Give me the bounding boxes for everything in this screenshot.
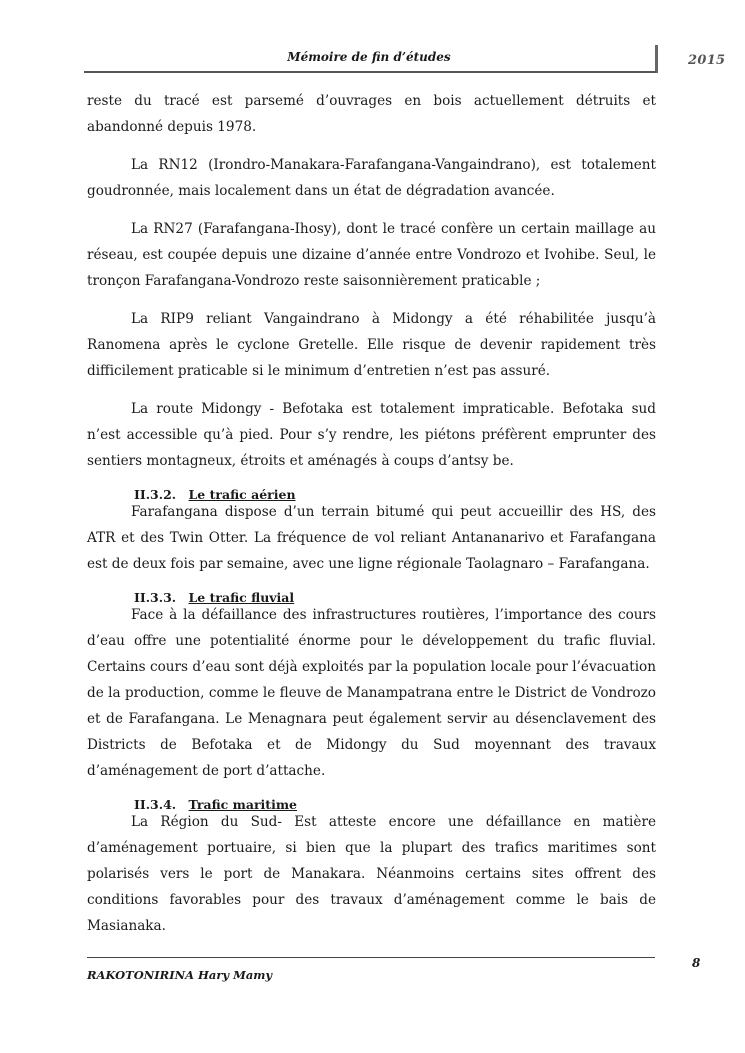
paragraph-3: La RN27 (Farafangana-Ihosy), dont le tracé confère un certain maillage au réseau, est coupée depuis une dizaine d’année entre Vondrozo et Ivohibe. Seul, le tronçon Farafangana-Vondrozo reste saisonnièrement praticable ; [87,221,656,289]
header-title: Mémoire de fin d’études [287,50,451,64]
paragraph-1: reste du tracé est parsemé d’ouvrages en bois actuellement détruits et abandonné depuis 1978. [87,93,656,135]
document-body [87,88,656,951]
header-year: 2015 [688,53,726,68]
section-title: Le trafic aérien [188,487,296,502]
section-text-river: Face à la défaillance des infrastructures routières, l’importance des cours d’eau offre une potentialité énorme pour le développement du trafic fluvial. Certains cours d’eau sont déjà exploités par la population locale pour l’évacuation de la production, comme le fleuve de Manampatrana entre le District de Vondrozo et de Farafangana. Le Menagnara peut également servir au désenclavement des Districts de Befotaka et de Midongy du Sud moyennant des travaux d’aménagement de port d’attache. [87,607,656,779]
section-text-sea: La Région du Sud- Est atteste encore une défaillance en matière d’aménagement portuaire, si bien que la plupart des trafics maritimes sont polarisés vers le port de Manakara. Néanmoins certains sites offrent des conditions favorables pour des travaux d’aménagement comme le bais de Masianaka. [87,814,656,934]
footer-author: RAKOTONIRINA Hary Mamy [87,968,273,982]
paragraph-5: La route Midongy - Befotaka est totalement impraticable. Befotaka sud n’est accessible qu’à pied. Pour s’y rendre, les piétons préfèrent emprunter des sentiers montagneux, étroits et aménagés à coups d’antsy be. [87,401,656,469]
header-rule [84,71,656,73]
section-text-air: Farafangana dispose d’un terrain bitumé qui peut accueillir des HS, des ATR et des Twin Otter. La fréquence de vol reliant Antananarivo et Farafangana est de deux fois par semaine, avec une ligne régionale Taolagnaro – Farafangana. [87,504,656,572]
paragraph-4: La RIP9 reliant Vangaindrano à Midongy a été réhabilitée jusqu’à Ranomena après le cyclone Gretelle. Elle risque de devenir rapidement très difficilement praticable si le minimum d’entretien n’est pas assuré. [87,311,656,379]
footer-rule [87,957,655,958]
section-title: Le trafic fluvial [188,590,295,605]
section-number: II.3.2. [134,487,177,502]
section-title: Trafic maritime [188,797,298,812]
page-number: 8 [692,956,701,970]
section-number: II.3.4. [134,797,177,812]
section-number: II.3.3. [134,590,177,605]
header-divider [655,45,658,73]
paragraph-2: La RN12 (Irondro-Manakara-Farafangana-Vangaindrano), est totalement goudronnée, mais localement dans un état de dégradation avancée. [87,157,656,199]
